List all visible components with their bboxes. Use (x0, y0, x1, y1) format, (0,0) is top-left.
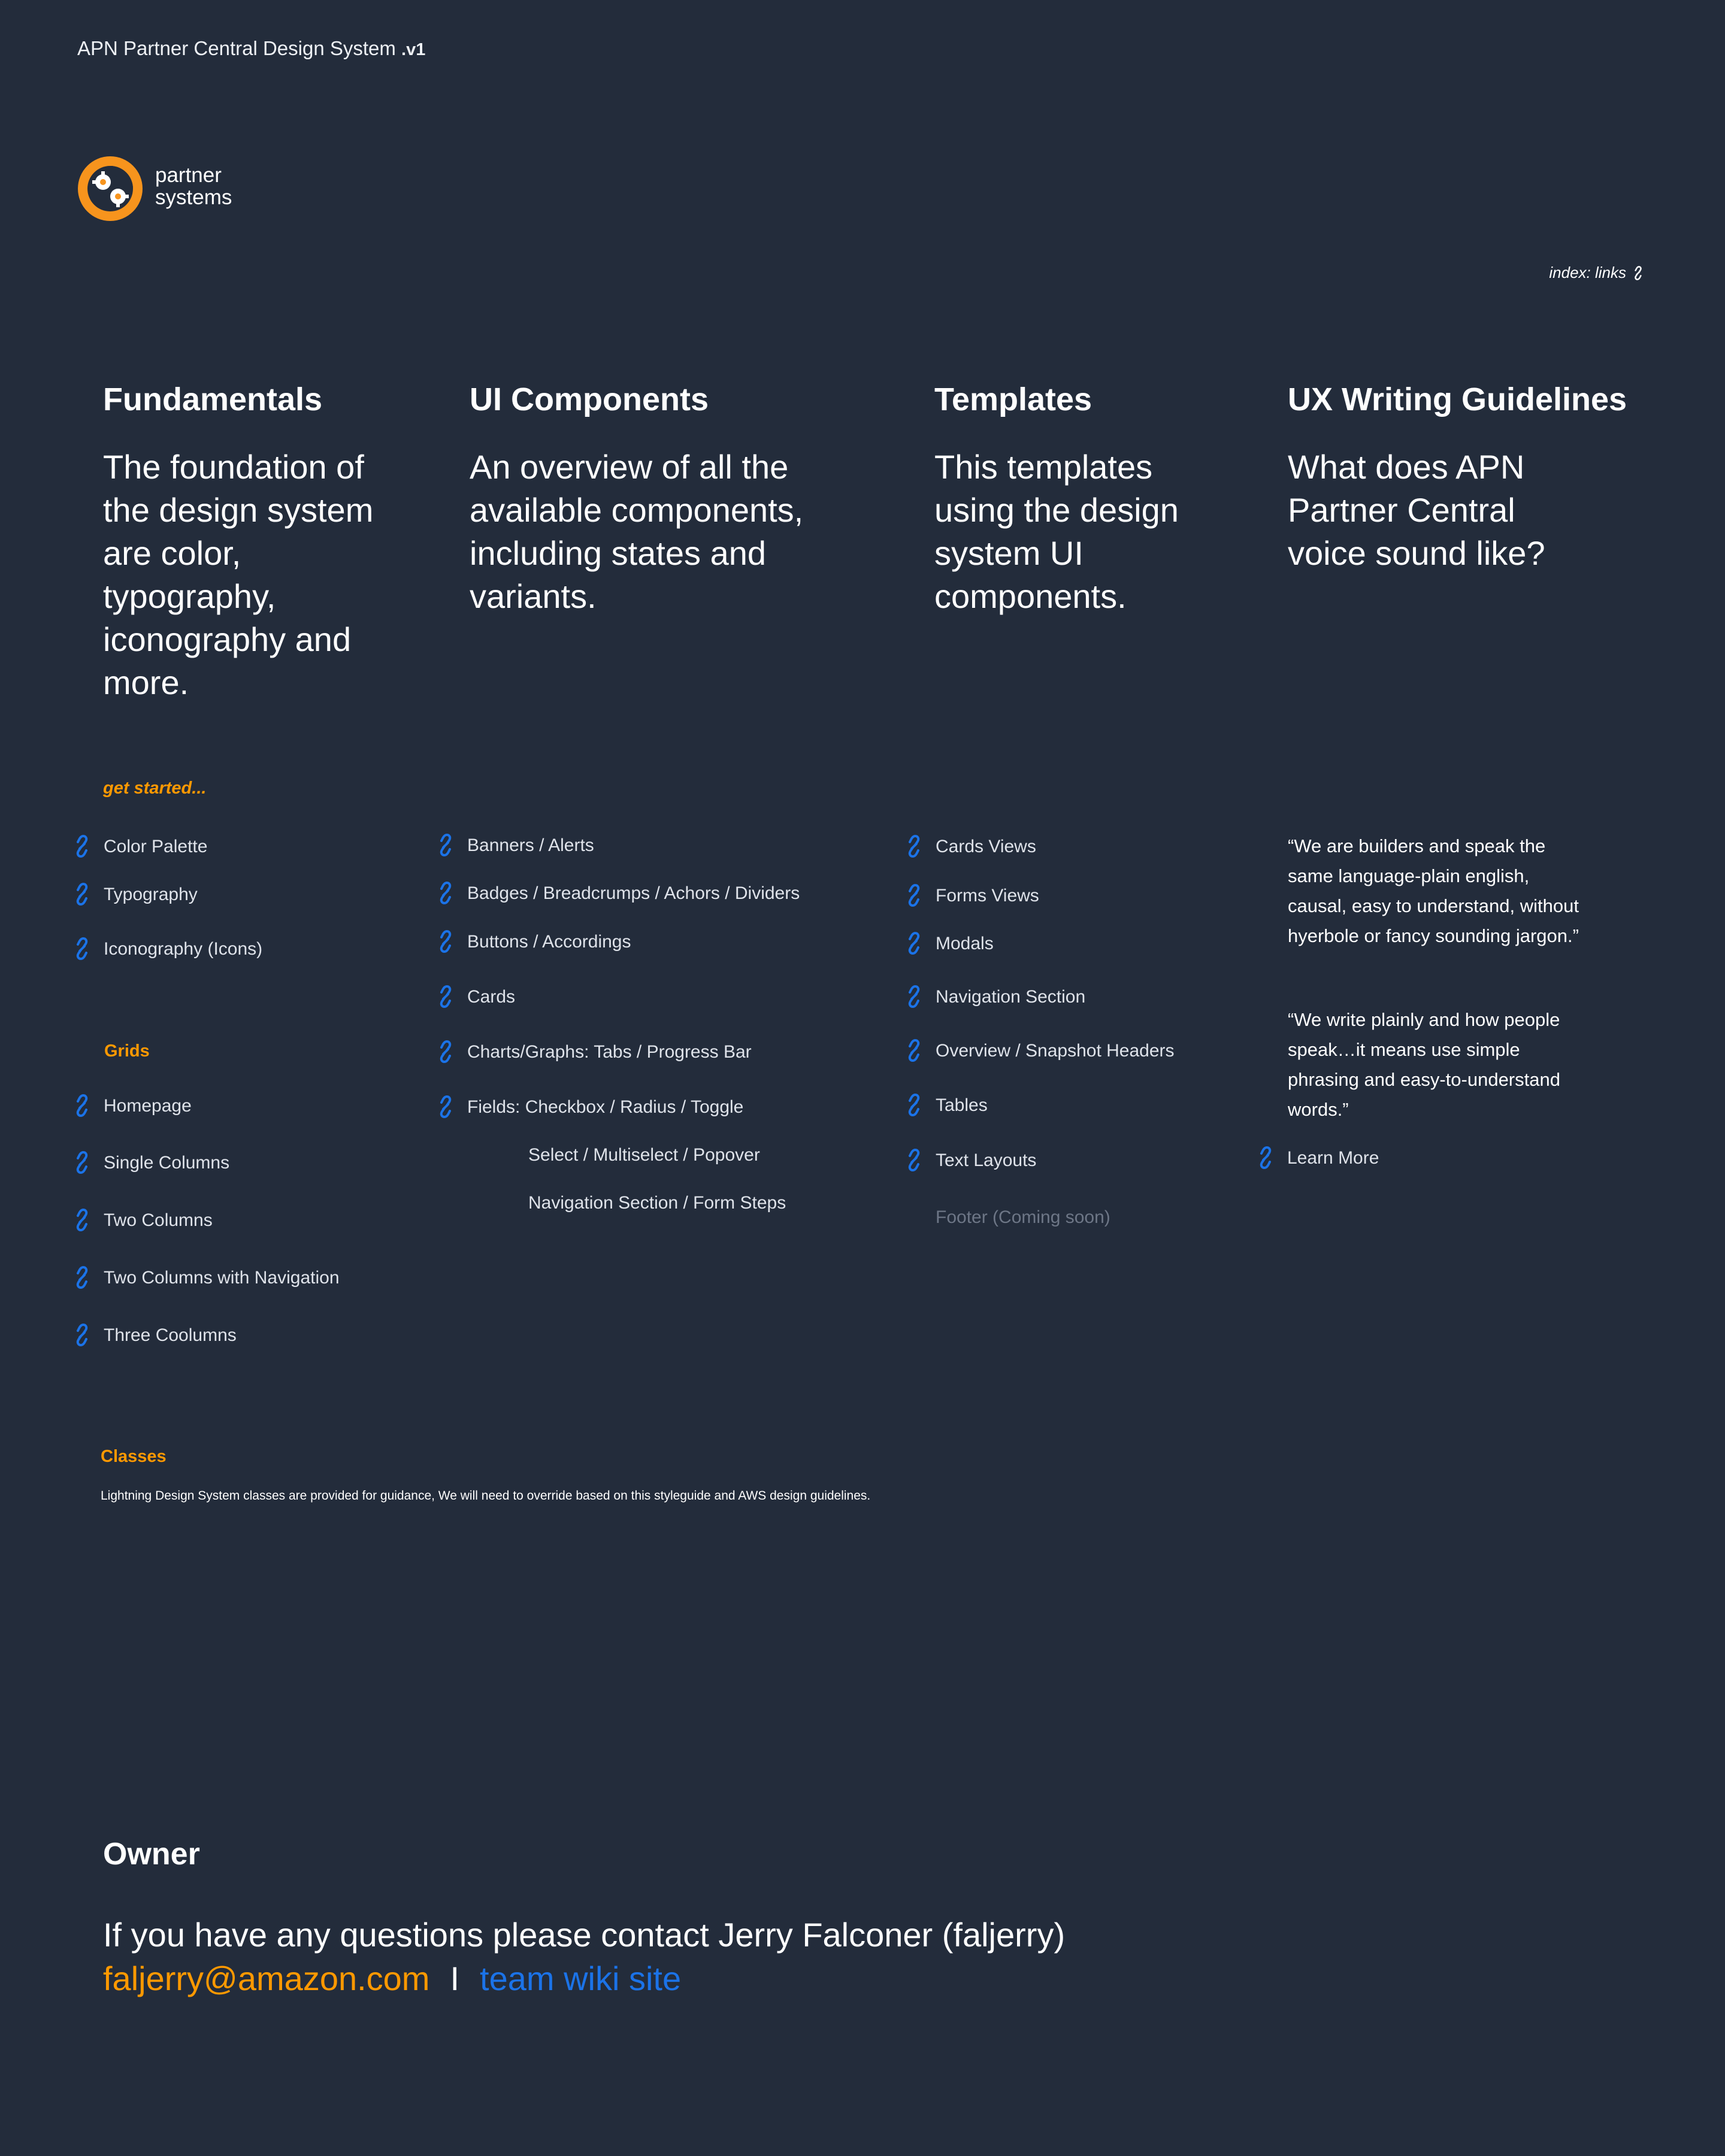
link-icon (72, 834, 92, 858)
link-label: Charts/Graphs: Tabs / Progress Bar (467, 1042, 752, 1062)
link-two-columns-navigation[interactable] (104, 1268, 340, 1288)
link-cards-views[interactable] (936, 837, 1036, 857)
link-icon (1632, 265, 1644, 281)
ux-quote-1: “We are builders and speak the same language-plain english, causal, easy to understand, without hyerbole or fancy sounding jargon.” (1288, 835, 1579, 946)
link-icon (72, 1208, 92, 1232)
link-icon (904, 1093, 924, 1117)
link-label: Forms Views (936, 886, 1039, 906)
link-label: Iconography (Icons) (104, 939, 263, 959)
owner-email-link[interactable]: faljerry@amazon.com (103, 1960, 430, 1997)
link-icon (436, 1095, 455, 1119)
link-icon (1256, 1146, 1275, 1170)
link-text-layouts[interactable] (936, 1150, 1036, 1171)
link-banners-alerts[interactable] (467, 835, 594, 856)
grids-label: Grids (104, 1041, 150, 1061)
logo-line-1: partner (155, 163, 222, 187)
link-homepage[interactable] (104, 1096, 192, 1116)
link-typography[interactable] (104, 885, 198, 905)
fields-navigation-line[interactable]: Navigation Section / Form Steps (528, 1193, 786, 1213)
heading-fundamentals: Fundamentals (103, 381, 323, 417)
link-single-columns[interactable] (104, 1153, 229, 1173)
ui-components-description: An overview of all the available components, including states and variants. (470, 448, 804, 615)
heading-ux-writing: UX Writing Guidelines (1288, 381, 1627, 417)
app-version: .v1 (401, 40, 426, 59)
ux-quote-2: “We write plainly and how people speak…it means use simple phrasing and easy-to-understand words.” (1288, 1009, 1560, 1120)
link-cards[interactable] (467, 987, 515, 1007)
link-icon (904, 1038, 924, 1062)
link-icon (72, 937, 92, 961)
classes-note: Lightning Design System classes are provided for guidance, We will need to override based on this styleguide and AWS design guidelines. (101, 1489, 871, 1503)
link-icon (72, 1323, 92, 1347)
gear-ring-logo-icon (76, 155, 144, 223)
link-icon (436, 929, 455, 953)
owner-separator: I (450, 1960, 460, 1997)
link-three-columns[interactable] (104, 1325, 237, 1346)
link-label: Banners / Alerts (467, 835, 594, 855)
link-modals[interactable] (936, 934, 994, 954)
link-icon (436, 1040, 455, 1064)
link-icon (436, 833, 455, 857)
logo-wordmark (155, 164, 232, 208)
link-icon (72, 1094, 92, 1118)
link-label: Text Layouts (936, 1150, 1037, 1170)
app-title-text: APN Partner Central Design System (77, 37, 396, 59)
classes-label: Classes (101, 1447, 167, 1466)
templates-description: This templates using the design system UI components. (934, 448, 1179, 615)
link-forms-views[interactable] (936, 886, 1039, 906)
owner-links-row (103, 1959, 681, 1998)
heading-templates: Templates (934, 381, 1092, 417)
link-two-columns[interactable] (104, 1210, 213, 1231)
link-icon (436, 881, 455, 905)
link-label: Cards Views (936, 837, 1036, 856)
team-wiki-link[interactable]: team wiki site (480, 1960, 682, 1997)
link-icon (904, 985, 924, 1009)
link-icon (436, 985, 455, 1009)
link-label: Typography (104, 885, 198, 904)
link-label: Tables (936, 1095, 988, 1115)
link-icon (904, 834, 924, 858)
owner-heading: Owner (103, 1837, 200, 1872)
link-fields[interactable] (467, 1097, 743, 1118)
link-learn-more[interactable] (1287, 1148, 1379, 1168)
heading-ui-components: UI Components (470, 381, 709, 417)
link-tables[interactable] (936, 1095, 988, 1116)
index-links-label (1549, 264, 1644, 282)
link-navigation-section[interactable] (936, 987, 1085, 1007)
link-buttons-accordings[interactable] (467, 932, 631, 952)
link-label: Color Palette (104, 837, 208, 856)
owner-contact-text: If you have any questions please contact Jerry Falconer (faljerry) (103, 1916, 1066, 1954)
link-label: Overview / Snapshot Headers (936, 1041, 1175, 1061)
link-badges-breadcrumps[interactable] (467, 883, 800, 904)
app-title (77, 37, 425, 60)
link-label: Two Columns (104, 1210, 213, 1230)
link-iconography[interactable] (104, 939, 262, 959)
link-label: Badges / Breadcrumps / Achors / Dividers (467, 883, 800, 903)
link-icon (904, 883, 924, 907)
link-charts-graphs[interactable] (467, 1042, 752, 1062)
get-started-label: get started... (103, 779, 207, 798)
fields-select-line[interactable]: Select / Multiselect / Popover (528, 1145, 760, 1165)
link-icon (72, 1265, 92, 1289)
link-label: Buttons / Accordings (467, 932, 631, 952)
link-icon (904, 931, 924, 955)
link-color-palette[interactable] (104, 837, 207, 857)
link-label: Two Columns with Navigation (104, 1268, 340, 1288)
link-label: Navigation Section (936, 987, 1086, 1007)
link-overview-snapshot[interactable] (936, 1041, 1175, 1061)
link-icon (904, 1148, 924, 1172)
link-label: Fields: Checkbox / Radius / Toggle (467, 1097, 744, 1117)
fundamentals-description: The foundation of the design system are color, typography, iconography and more. (103, 448, 374, 701)
link-label: Learn More (1287, 1148, 1379, 1168)
link-label: Cards (467, 987, 516, 1007)
link-label: Single Columns (104, 1153, 230, 1173)
link-icon (72, 882, 92, 906)
link-label: Three Coolumns (104, 1325, 237, 1345)
link-label: Modals (936, 934, 994, 953)
ux-writing-description: What does APN Partner Central voice sound like? (1288, 448, 1545, 572)
logo-line-2: systems (155, 186, 232, 209)
link-icon (72, 1150, 92, 1174)
link-label: Homepage (104, 1096, 192, 1116)
index-links-text: index: links (1549, 264, 1626, 281)
footer-coming-soon: Footer (Coming soon) (936, 1207, 1110, 1227)
